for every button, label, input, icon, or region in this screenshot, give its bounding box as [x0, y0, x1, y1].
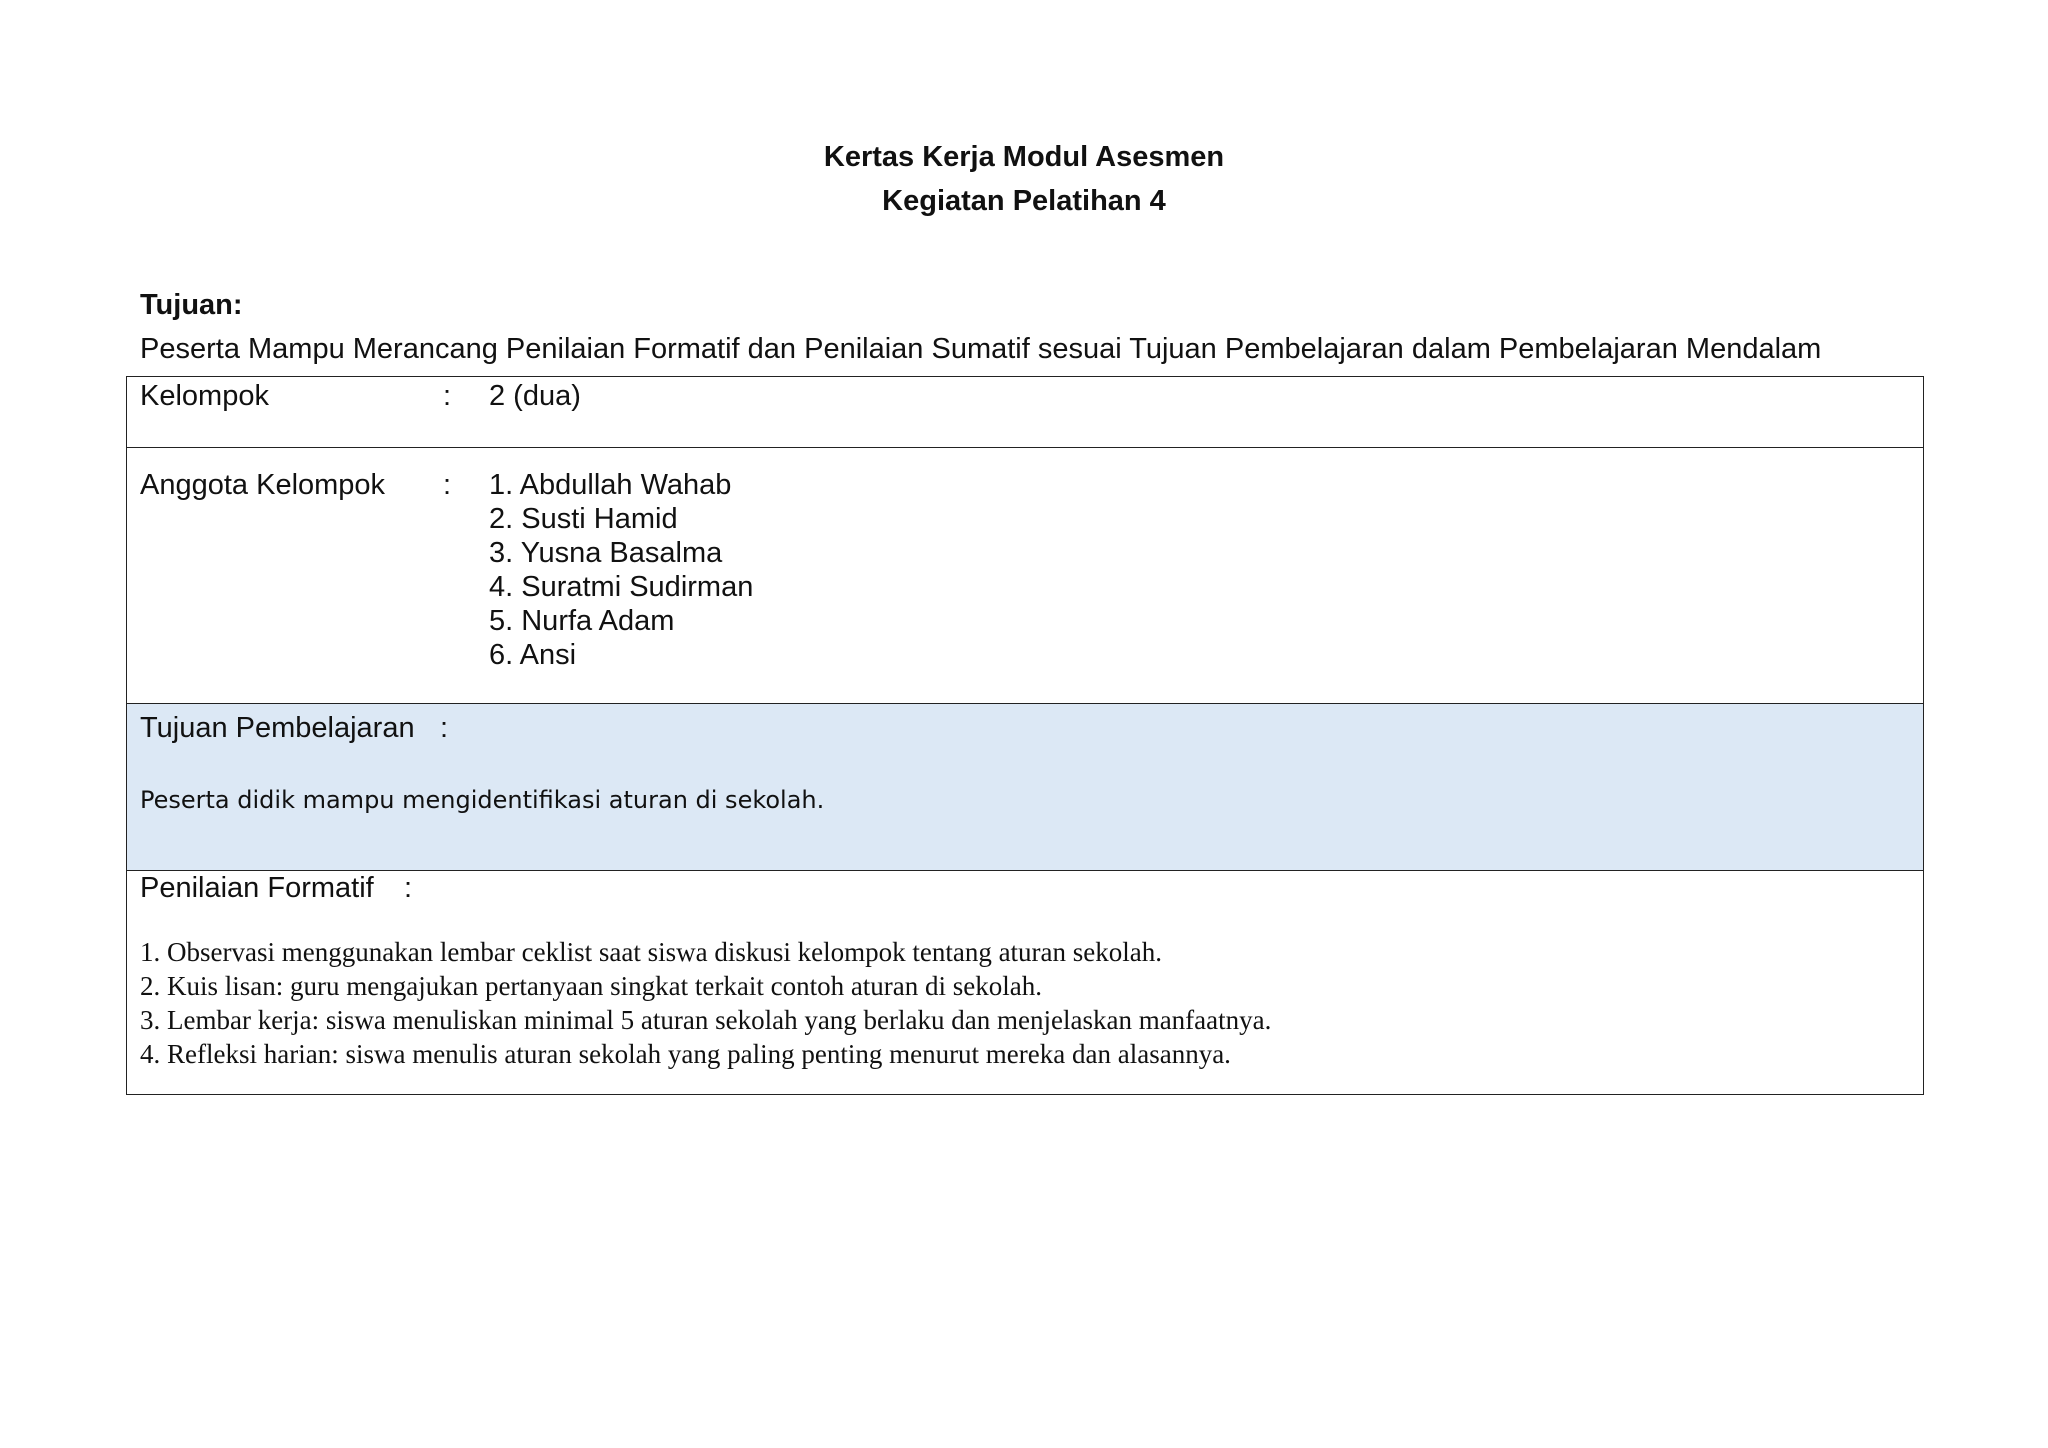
row-penilaian-formatif	[127, 870, 1923, 1094]
penilaian-formatif-label: Penilaian Formatif	[140, 872, 374, 904]
member-list	[489, 468, 753, 672]
document-title: Kertas Kerja Modul Asesmen	[823, 141, 1225, 173]
document-subtitle: Kegiatan Pelatihan 4	[882, 185, 1166, 217]
anggota-colon: :	[443, 469, 452, 501]
formatif-item: 2. Kuis lisan: guru mengajukan pertanyaan singkat terkait contoh aturan di sekolah.	[140, 971, 1043, 1001]
kelompok-value: 2 (dua)	[489, 380, 581, 412]
member-item: 2. Susti Hamid	[489, 503, 678, 535]
tujuan-text: Peserta Mampu Merancang Penilaian Formatif dan Penilaian Sumatif sesuai Tujuan Pembelajaran dalam Pembelajaran Mendalam	[140, 333, 1822, 365]
assessment-table	[126, 376, 1924, 1095]
formatif-list	[140, 935, 1271, 1071]
tujuan-pembelajaran-colon: :	[440, 712, 449, 744]
member-item: 3. Yusna Basalma	[489, 537, 723, 569]
row-tujuan-pembelajaran	[127, 703, 1923, 870]
member-item: 4. Suratmi Sudirman	[489, 571, 754, 603]
member-item: 5. Nurfa Adam	[489, 605, 675, 637]
member-item: 1. Abdullah Wahab	[489, 469, 732, 501]
row-kelompok	[127, 377, 1923, 447]
kelompok-label: Kelompok	[140, 380, 269, 412]
row-anggota-kelompok	[127, 447, 1923, 703]
tujuan-pembelajaran-label: Tujuan Pembelajaran	[140, 712, 415, 744]
tujuan-pembelajaran-text: Peserta didik mampu mengidentifikasi aturan di sekolah.	[140, 786, 825, 814]
formatif-item: 4. Refleksi harian: siswa menulis aturan sekolah yang paling penting menurut mereka dan alasannya.	[140, 1039, 1231, 1069]
penilaian-formatif-colon: :	[404, 872, 413, 904]
kelompok-colon: :	[443, 380, 452, 412]
formatif-item: 1. Observasi menggunakan lembar ceklist saat siswa diskusi kelompok tentang aturan sekolah.	[140, 937, 1163, 967]
anggota-label: Anggota Kelompok	[140, 469, 386, 501]
member-item: 6. Ansi	[489, 639, 577, 671]
tujuan-heading: Tujuan:	[140, 289, 243, 321]
formatif-item: 3. Lembar kerja: siswa menuliskan minimal 5 aturan sekolah yang berlaku dan menjelaskan manfaatnya.	[140, 1005, 1272, 1035]
